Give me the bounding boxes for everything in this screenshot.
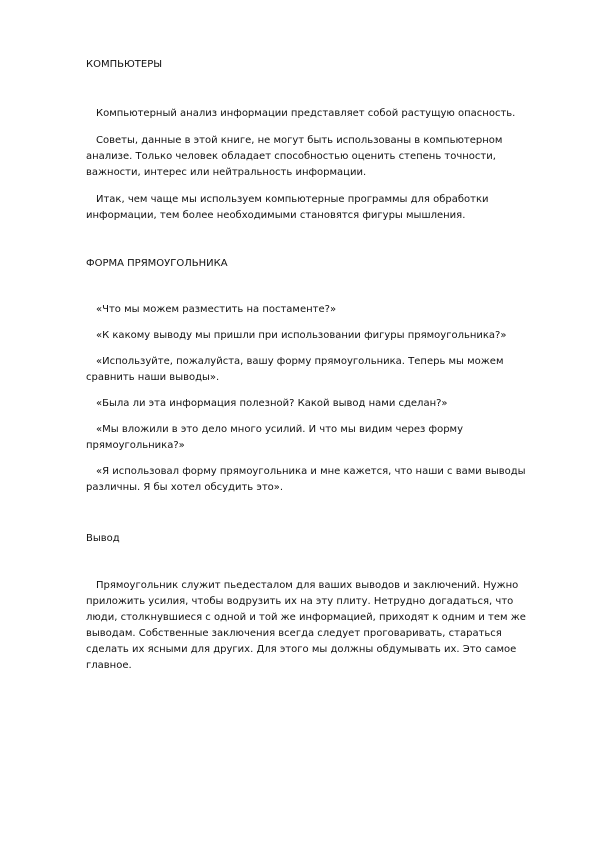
quote-item: «К какому выводу мы пришли при использовании фигуры прямоугольника?»	[96, 330, 507, 341]
section-title-rectangle-form: ФОРМА ПРЯМОУГОЛЬНИКА	[86, 258, 228, 269]
quote-item: «Что мы можем разместить на постаменте?»	[96, 304, 337, 315]
quote-item: «Мы вложили в это дело много усилий. И что мы видим через форму прямоугольника?»	[86, 424, 464, 451]
section-rectangle-form	[86, 256, 543, 496]
section-title-computers: КОМПЬЮТЕРЫ	[86, 59, 163, 70]
quotes-list	[86, 302, 543, 496]
paragraph: Советы, данные в этой книге, не могут быть использованы в компьютерном анализе. Только человек обладает способностью оценить степень точности, важности, интерес или нейтральность информации.	[86, 135, 503, 178]
section-conclusion	[86, 531, 543, 674]
section-title-conclusion: Вывод	[86, 533, 120, 544]
quote-item: «Я использовал форму прямоугольника и мне кажется, что наши с вами выводы различны. Я бы хотел обсудить это».	[86, 466, 526, 493]
paragraph: Прямоугольник служит пьедесталом для ваших выводов и заключений. Нужно приложить усилия, чтобы водрузить их на эту плиту. Нетрудно догадаться, что люди, столкнувшиеся с одной и той же информацией, приходят к одним и тем же выводам. Собственные заключения всегда следует проговаривать, стараться сделать их ясными для других. Для этого мы должны обдумывать их. Это самое главное.	[86, 580, 526, 671]
paragraph: Компьютерный анализ информации представляет собой растущую опасность.	[96, 108, 516, 119]
quote-item: «Используйте, пожалуйста, вашу форму прямоугольника. Теперь мы можем сравнить наши выводы».	[86, 356, 504, 383]
section-computers	[86, 57, 543, 224]
paragraph: Итак, чем чаще мы используем компьютерные программы для обработки информации, тем более необходимыми становятся фигуры мышления.	[86, 194, 489, 221]
quote-item: «Была ли эта информация полезной? Какой вывод нами сделан?»	[96, 398, 448, 409]
